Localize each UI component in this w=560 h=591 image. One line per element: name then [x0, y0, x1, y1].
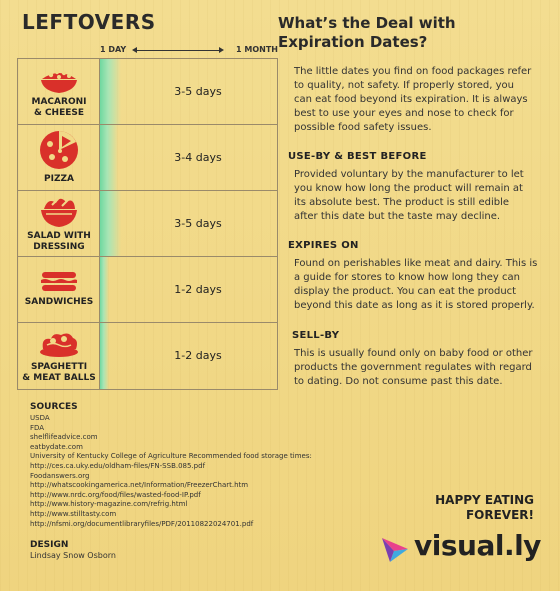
shelf-life-bar [100, 323, 109, 389]
shelf-life-days: 1-2 days [174, 349, 222, 362]
source-item: http://nfsmi.org/documentlibraryfiles/PDF/20110822024701.pdf [30, 519, 254, 528]
table-row [18, 257, 277, 323]
food-cell [18, 257, 100, 322]
shelf-life-days: 1-2 days [174, 283, 222, 296]
source-item: http://whatscookingamerica.net/Information/FreezerChart.htm [30, 481, 249, 490]
table-row [18, 191, 277, 257]
source-item: USDA [30, 414, 50, 422]
happy-eating-text: HAPPY EATING FOREVER! [435, 493, 534, 522]
sandwich-icon [40, 271, 78, 293]
shelf-life-days: 3-4 days [174, 151, 222, 164]
brand-name: visual.ly [414, 529, 541, 562]
shelf-life-days: 3-5 days [174, 217, 222, 230]
shelf-life-bar [100, 191, 121, 256]
food-cell [18, 59, 100, 124]
source-item: http://www.stilltasty.com [30, 509, 117, 518]
shelf-life-bar [100, 125, 118, 190]
leftovers-table [17, 58, 278, 390]
food-label: MACARONI & CHEESE [31, 97, 87, 118]
sources-title: SOURCES [30, 402, 78, 412]
section-heading: SELL-BY [292, 330, 340, 341]
source-item: http://ces.ca.uky.edu/oldham-files/FN-SSB.085.pdf [30, 461, 206, 470]
shelf-life-bar [100, 59, 121, 124]
time-scale [100, 45, 290, 57]
section-text: Found on perishables like meat and dairy. This is a guide for stores to know how long they can display the product. You can eat the product beyond this date as long as it is stored properly. [294, 258, 538, 311]
section-text: Provided voluntary by the manufacturer to let you know how long the product will remain at its absolute best. The product is still edible after this date but the taste may decline. [294, 169, 524, 222]
scale-left-label: 1 DAY [100, 45, 127, 54]
source-item: http://www.history-magazine.com/refrig.html [30, 500, 188, 509]
section-heading: USE-BY & BEST BEFORE [288, 151, 427, 162]
source-item: http://www.nrdc.org/food/files/wasted-food-IP.pdf [30, 490, 201, 499]
shelf-life-days: 3-5 days [174, 85, 222, 98]
food-label: SALAD WITH DRESSING [27, 231, 91, 252]
deal-title: What’s the Deal with Expiration Dates? [278, 14, 456, 51]
scale-line [134, 50, 220, 51]
section-heading: EXPIRES ON [288, 240, 359, 251]
food-label: PIZZA [44, 174, 74, 184]
designer-name: Lindsay Snow Osborn [30, 551, 116, 560]
shelf-life-bar [100, 257, 109, 322]
design-title: DESIGN [30, 540, 69, 550]
section-text: This is usually found only on baby food or other products the government regulates with regard to dating. Do not consume past this date. [294, 348, 533, 387]
pizza-icon [38, 129, 80, 171]
arrow-right-icon [219, 47, 224, 53]
leftovers-title: LEFTOVERS [22, 10, 156, 34]
source-item: shelflifeadvice.com [30, 433, 98, 442]
macaroni-bowl-icon [39, 65, 79, 95]
source-item: Foodanswers.org [30, 471, 90, 480]
table-row [18, 59, 277, 125]
scale-right-label: 1 MONTH [236, 45, 278, 54]
source-item: eatbydate.com [30, 442, 83, 451]
table-row [18, 323, 277, 389]
sources-list [30, 414, 312, 529]
food-label: SANDWICHES [24, 297, 94, 307]
source-item: FDA [30, 423, 45, 432]
food-cell [18, 125, 100, 190]
intro-paragraph: The little dates you find on food packages refer to quality, not safety. If properly stored, you can eat food beyond its expiration. It is always best to use your eyes and nose to check for possible food safety issues. [294, 66, 532, 133]
spaghetti-icon [39, 331, 79, 359]
salad-bowl-icon [38, 195, 80, 229]
food-cell [18, 191, 100, 256]
food-cell [18, 323, 100, 389]
visually-logo-icon [380, 534, 410, 564]
food-label: SPAGHETTI & MEAT BALLS [22, 362, 96, 383]
table-row [18, 125, 277, 191]
source-item: University of Kentucky College of Agriculture Recommended food storage times: [30, 452, 312, 461]
